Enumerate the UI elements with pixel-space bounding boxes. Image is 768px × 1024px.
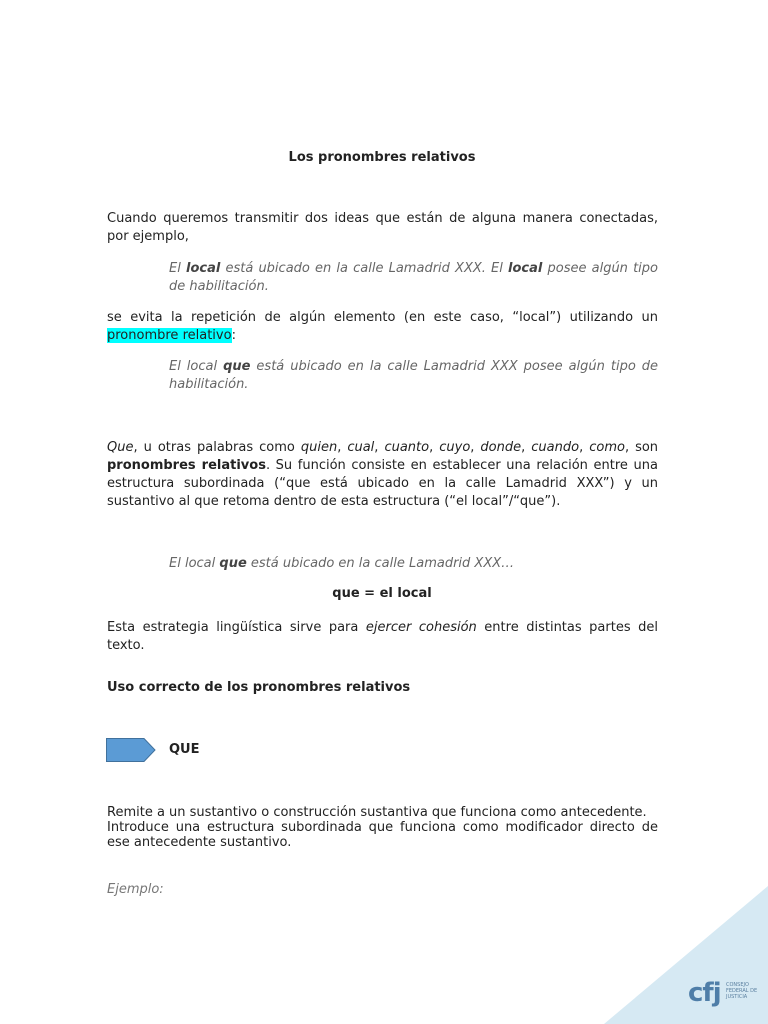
cfj-logo: cfj [688, 978, 721, 1008]
highlighted-term: pronombre relativo [107, 328, 232, 343]
example-sentence-1: El local está ubicado en la calle Lamadrid XXX. El local posee algún tipo de habilitación. [169, 261, 658, 294]
paragraph-cohesion: Esta estrategia lingüística sirve para ejercer cohesión entre distintas partes del texto. [107, 620, 658, 653]
logo-caption: CONSEJO FEDERAL DE JUSTICIA [726, 982, 758, 1000]
page-title: Los pronombres relativos [288, 150, 476, 165]
arrow-icon [106, 738, 156, 762]
example-sentence-3: El local que está ubicado en la calle Lamadrid XXX… [169, 556, 515, 571]
paragraph-definition: Que, u otras palabras como quien, cual, cuanto, cuyo, donde, cuando, como, son pronombres relativos. Su función consiste en establecer una relación entre una estructura subordinada (“que está ubicado en la calle Lamadrid XXX”) y un sustantivo al que retoma dentro de esta estructura (“el local”/“que”). [107, 440, 659, 509]
paragraph-repetition: se evita la repetición de algún elemento (en este caso, “local”) utilizando un pronombre relativo: [107, 310, 658, 343]
example-label: Ejemplo: [107, 882, 164, 897]
que-label: QUE [169, 742, 200, 757]
paragraph-intro: Cuando queremos transmitir dos ideas que están de alguna manera conectadas, por ejemplo, [107, 211, 658, 244]
equation: que = el local [332, 586, 432, 601]
paragraph-que-usage: Remite a un sustantivo o construcción sustantiva que funciona como antecedente. Introduce una estructura subordinada que funciona como modificador directo de ese antecedente sustantivo. [107, 805, 658, 850]
section-heading: Uso correcto de los pronombres relativos [107, 680, 411, 695]
example-sentence-2: El local que está ubicado en la calle Lamadrid XXX posee algún tipo de habilitación. [169, 359, 658, 392]
